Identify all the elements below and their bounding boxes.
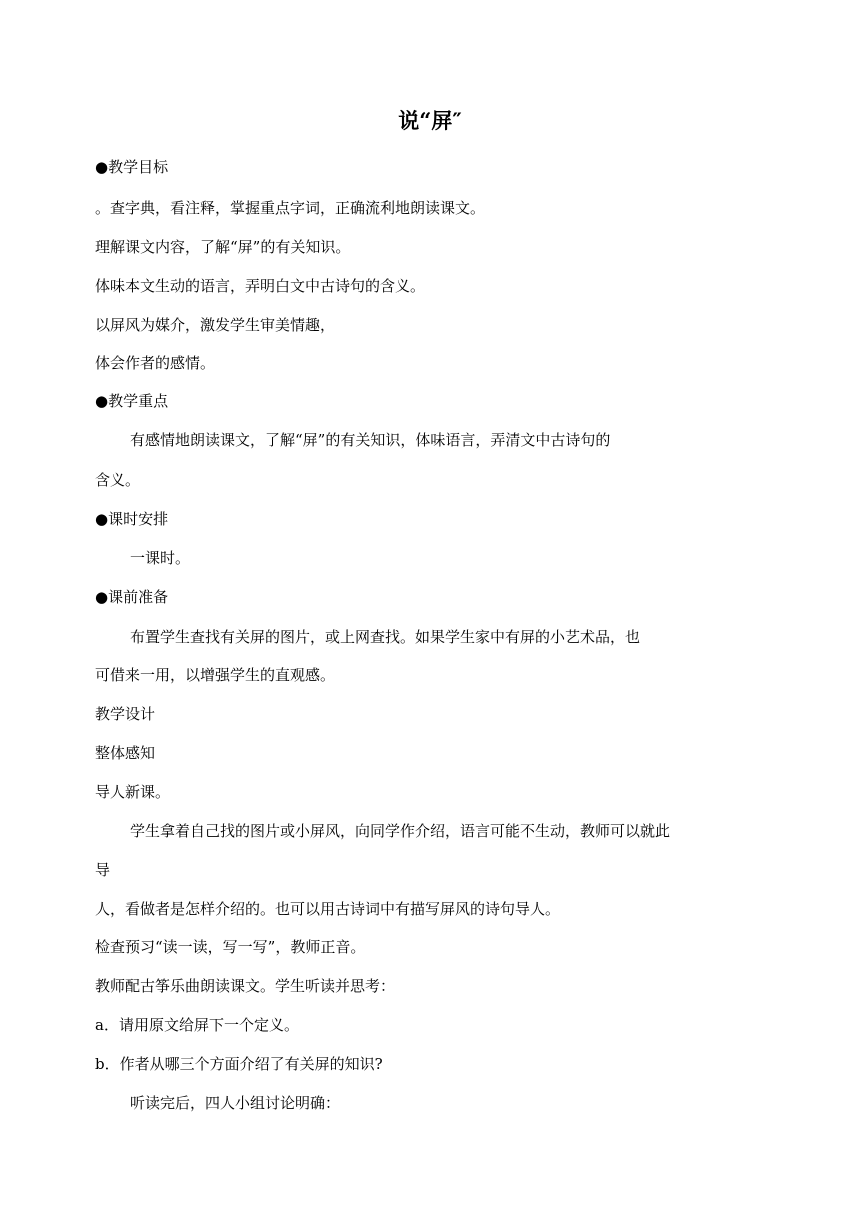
paragraph: 体味本文生动的语言，弄明白文中古诗句的含义。 [95,277,426,295]
list-item: b．作者从哪三个方面介绍了有关屏的知识? [95,1055,383,1073]
paragraph: 导 [95,861,111,879]
paragraph: 以屏风为媒介，激发学生审美情趣， [95,316,336,334]
heading-teaching-goals: ●教学目标 [95,158,169,176]
heading-teaching-focus: ●教学重点 [95,392,169,410]
paragraph: 有感情地朗读课文，了解“屏”的有关知识，体味语言，弄清文中古诗句的 [130,431,611,449]
paragraph: 体会作者的感情。 [95,354,216,372]
paragraph: 听读完后，四人小组讨论明确： [130,1094,341,1112]
paragraph: 检查预习“读一读，写一写”，教师正音。 [95,938,366,956]
document-title: 说“屏″ [398,108,462,133]
paragraph: 含义。 [95,471,141,489]
paragraph: 导人新课。 [95,783,171,801]
paragraph: 可借来一用，以增强学生的直观感。 [95,666,336,684]
list-item: a．请用原文给屏下一个定义。 [95,1016,299,1034]
paragraph: 布置学生查找有关屏的图片，或上网查找。如果学生家中有屏的小艺术品，也 [130,628,641,646]
heading-class-schedule: ●课时安排 [95,510,169,528]
heading-overall-perception: 整体感知 [95,744,156,762]
paragraph: 人，看做者是怎样介绍的。也可以用古诗词中有描写屏风的诗句导人。 [95,900,561,918]
heading-preparation: ●课前准备 [95,588,169,606]
paragraph: 学生拿着自己找的图片或小屏风，向同学作介绍，语言可能不生动，教师可以就此 [130,822,671,840]
paragraph: 一课时。 [130,549,191,567]
paragraph: 理解课文内容，了解“屏”的有关知识。 [95,238,351,256]
paragraph: 。查字典，看注释，掌握重点字词，正确流利地朗读课文。 [95,199,486,217]
heading-teaching-design: 教学设计 [95,705,156,723]
paragraph: 教师配古筝乐曲朗读课文。学生听读并思考： [95,977,396,995]
